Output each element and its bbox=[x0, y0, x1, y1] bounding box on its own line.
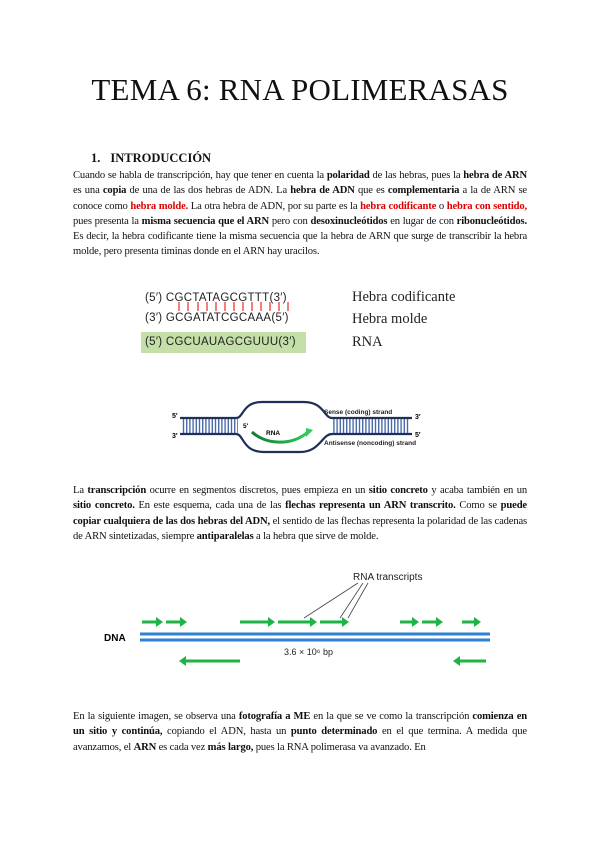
bold-term: punto determinado bbox=[290, 726, 378, 738]
paragraph-discrete-segments bbox=[73, 483, 527, 544]
template-strand-label: Hebra molde bbox=[352, 310, 428, 327]
text-run: que es bbox=[354, 185, 388, 197]
transcription-bubble-diagram bbox=[170, 398, 430, 462]
text-run: a la hebra que sirve de molde. bbox=[253, 530, 379, 542]
callout-line-2 bbox=[340, 583, 363, 618]
section-number: 1. bbox=[91, 151, 101, 165]
transcript-arrow bbox=[462, 617, 481, 627]
text-run: es una bbox=[73, 185, 103, 197]
callout-line-1 bbox=[304, 583, 358, 618]
rna-transcripts-diagram bbox=[100, 566, 510, 668]
text-run: en lugar de con bbox=[387, 215, 457, 227]
rna-transcripts-callout: RNA transcripts bbox=[353, 572, 423, 583]
end-5-left: 5′ bbox=[172, 413, 178, 420]
bold-term: transcripción bbox=[87, 485, 147, 496]
antisense-strand-label: Antisense (noncoding) strand bbox=[324, 440, 417, 447]
section-heading bbox=[91, 151, 221, 166]
bold-term: misma secuencia que el ARN bbox=[141, 215, 270, 227]
section-label: INTRODUCCIÓN bbox=[110, 151, 212, 165]
transcript-arrow bbox=[166, 617, 187, 627]
text-run: pues la RNA polimerasa va avanzado. En bbox=[253, 741, 426, 753]
bold-term: hebra de ARN bbox=[463, 170, 527, 181]
text-run: pues presenta la bbox=[73, 215, 142, 227]
bold-term: comienza en un sitio y continúa, bbox=[73, 711, 527, 738]
page-title: TEMA 6: RNA POLIMERASAS bbox=[91, 72, 509, 107]
end-3-left: 3′ bbox=[172, 433, 178, 440]
text-run: a la de ARN se conoce como bbox=[73, 185, 527, 212]
highlighted-term: hebra molde. bbox=[130, 200, 189, 212]
transcript-arrow bbox=[453, 656, 486, 666]
bold-term: complementaria bbox=[387, 185, 460, 197]
text-run: y acaba también en un bbox=[427, 485, 527, 496]
text-run: En este esquema, cada una de las bbox=[134, 500, 286, 512]
rna-arrowhead bbox=[306, 428, 313, 437]
text-run: de las hebras, pues la bbox=[369, 170, 464, 181]
text-run: el sentido de las flechas representa la polaridad de las cadenas de ARN sintetizadas, siempre bbox=[73, 515, 527, 542]
dna-length: 3.6 × 10⁶ bp bbox=[284, 647, 333, 657]
bold-term: fotografía a ME bbox=[238, 711, 311, 722]
dna-label: DNA bbox=[104, 633, 126, 644]
rna-5-end: 5′ bbox=[243, 423, 249, 430]
transcript-arrow bbox=[179, 656, 240, 666]
transcript-arrow bbox=[422, 617, 443, 627]
right-duplex-rungs bbox=[332, 419, 410, 433]
transcript-arrow bbox=[278, 617, 317, 627]
bold-term: más largo, bbox=[207, 741, 254, 753]
text-run: es cada vez bbox=[156, 741, 208, 753]
end-3-right: 3′ bbox=[415, 414, 421, 421]
paragraph-intro bbox=[73, 168, 527, 260]
transcript-arrow bbox=[320, 617, 349, 627]
text-run: Es decir, la hebra codificante tiene la misma secuencia que la hebra de ARN que surge de transcribir la hebra molde, pero presenta timinas donde en el ARN hay uracilos. bbox=[73, 231, 527, 258]
transcript-arrow bbox=[142, 617, 163, 627]
text-run: La otra hebra de ADN, por su parte es la bbox=[188, 200, 361, 212]
base-pair-ticks bbox=[172, 302, 322, 312]
sequence-block bbox=[145, 288, 306, 353]
sequence-labels bbox=[352, 287, 455, 354]
bold-term: puede copiar cualquiera de las dos hebras del ADN, bbox=[73, 500, 527, 527]
text-run: Cuando se habla de transcripción, hay que tener en cuenta la bbox=[73, 170, 327, 181]
callout-line-3 bbox=[348, 583, 368, 618]
text-run: La bbox=[73, 485, 88, 496]
bold-term: antiparalelas bbox=[196, 530, 254, 542]
text-run: o bbox=[436, 200, 447, 212]
bold-term: copia bbox=[102, 185, 127, 197]
forward-transcripts bbox=[142, 617, 481, 627]
paragraph-em-photo bbox=[73, 709, 527, 755]
bold-term: desoxinucleótidos bbox=[310, 215, 388, 227]
text-run: en la que se ve como la transcripción bbox=[310, 711, 473, 722]
text-run: en el que termina. A medida que avanzamos, el bbox=[73, 726, 527, 753]
rna-label-figure: RNA bbox=[266, 430, 281, 437]
text-run: de una de las dos hebras de ADN. La bbox=[126, 185, 291, 197]
text-run: Como se bbox=[455, 500, 501, 512]
transcript-arrow bbox=[400, 617, 419, 627]
template-sequence: (3′) GCGATATCGCAAA(5′) bbox=[145, 312, 289, 324]
bold-term: ribonucleótidos. bbox=[456, 215, 527, 227]
transcript-arrow bbox=[240, 617, 275, 627]
text-run: copiando el ADN, hasta un bbox=[162, 726, 291, 738]
bold-term: sitio concreto. bbox=[73, 500, 135, 512]
reverse-transcripts bbox=[179, 656, 486, 666]
coding-sequence: (5′) CGCTATAGCGTTT(3′) bbox=[145, 292, 287, 304]
coding-strand-label: Hebra codificante bbox=[352, 289, 456, 305]
text-run: En la siguiente imagen, se observa una bbox=[73, 711, 239, 722]
rna-label: RNA bbox=[352, 334, 383, 350]
text-run: ocurre en segmentos discretos, pues empieza en un bbox=[146, 485, 369, 496]
left-duplex-rungs bbox=[182, 419, 238, 433]
text-run: pero con bbox=[269, 215, 311, 227]
bold-term: hebra de ADN bbox=[290, 185, 355, 197]
sense-strand-label: Sense (coding) strand bbox=[324, 409, 393, 416]
bold-term: polaridad bbox=[326, 170, 370, 181]
bold-term: ARN bbox=[133, 741, 157, 753]
bold-term: sitio concreto bbox=[368, 485, 428, 496]
bold-term: flechas representa un ARN transcrito. bbox=[285, 500, 456, 512]
highlighted-term: hebra codificante bbox=[360, 200, 437, 212]
end-5-right: 5′ bbox=[415, 432, 421, 439]
rna-sequence: (5′) CGCUAUAGCGUUU(3′) bbox=[141, 332, 306, 353]
highlighted-term: hebra con sentido, bbox=[446, 200, 528, 212]
